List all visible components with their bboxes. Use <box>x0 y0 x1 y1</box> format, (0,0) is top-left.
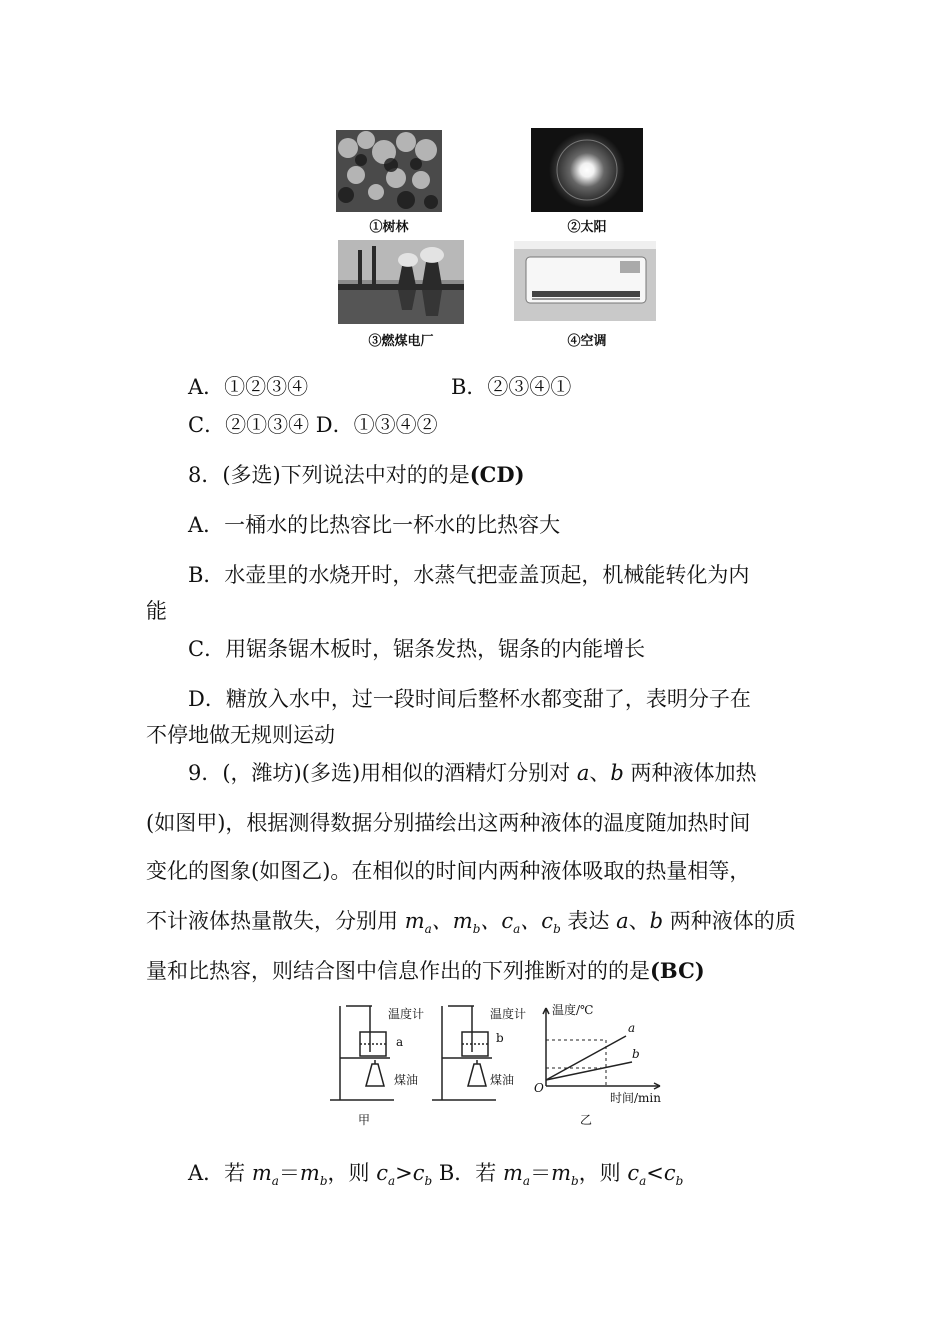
q8-option-d-line2: 不停地做无规则运动 <box>146 723 335 747</box>
q8-option-c: C．用锯条锯木板时，锯条发热，锯条的内能增长 <box>188 637 646 661</box>
q9-options-ab: A．若 $m_a=m_b$，则 $c_a>c_b$ B．若 $m_a=m_b$，则 $c_a<c_b$ <box>188 1161 684 1189</box>
q7-option-d: D．①③④② <box>315 413 438 437</box>
q9-line1-sep: 、 <box>589 761 611 785</box>
photo-sun <box>531 128 643 212</box>
q8-option-d-line1: D．糖放入水中，过一段时间后整杯水都变甜了，表明分子在 <box>188 687 751 711</box>
fig-jia-label: 甲 <box>358 1113 371 1127</box>
q9-option-b-ma: $m_a$ <box>503 1161 531 1189</box>
photo-air-conditioner <box>514 241 656 321</box>
q9-line1-end: 两种液体加热 <box>623 761 757 785</box>
q9-symbols: $m_a$、$m_b$、$c_a$、$c_b$ <box>404 909 561 937</box>
q7-option-a: A．①②③④ <box>188 375 309 399</box>
q9-line5 <box>146 956 705 986</box>
liquid-b-label: b <box>496 1031 504 1045</box>
q9-option-a-prefix: A．若 <box>188 1161 252 1185</box>
caption-forest: ①树林 <box>369 220 409 235</box>
q8-option-b-line2: 能 <box>146 599 167 623</box>
q9-option-b-mb: $m_b$ <box>551 1161 579 1189</box>
graph-line-a-label: a <box>628 1021 636 1035</box>
q9-line4: 不计液体热量散失，分别用 $m_a$、$m_b$、$c_a$、$c_b$ 表达 a、b 两种液体的质 <box>146 909 796 937</box>
q9-line1 <box>188 758 756 788</box>
q9-option-a-mb: $m_b$ <box>299 1161 328 1189</box>
fig-yi-label: 乙 <box>580 1113 593 1127</box>
q9-line4-end: 两种液体的质 <box>663 909 796 933</box>
q9-figure <box>326 1000 676 1135</box>
q9-line3: 变化的图象(如图乙)。在相似的时间内两种液体吸取的热量相等， <box>146 859 751 883</box>
graph-x-axis-label: 时间/min <box>610 1091 661 1105</box>
q8-option-b-line1: B．水壶里的水烧开时，水蒸气把壶盖顶起，机械能转化为内 <box>188 563 750 587</box>
q9-ab-b: b <box>649 909 664 933</box>
q9-option-a-ca: $c_a$ <box>376 1161 396 1189</box>
q9-line4-mid: 表达 <box>560 909 617 933</box>
q9-option-b-ca: $c_a$ <box>627 1161 647 1189</box>
q8-stem-text: 8．(多选)下列说法中对的的是 <box>188 463 470 487</box>
caption-power-plant: ③燃煤电厂 <box>368 334 434 349</box>
liquid-a-label: a <box>396 1035 404 1049</box>
graph-origin: O <box>534 1081 544 1095</box>
q9-option-a-math: $m_a$ <box>251 1161 279 1189</box>
caption-air-conditioner: ④空调 <box>567 334 607 349</box>
q9-answer: (BC) <box>650 958 705 983</box>
graph-line-b-label: b <box>632 1047 640 1061</box>
photo-power-plant <box>338 240 464 324</box>
thermometer-label-a: 温度计 <box>388 1007 425 1021</box>
q8-stem <box>188 460 525 490</box>
kerosene-label-a: 煤油 <box>394 1073 419 1087</box>
q9-line5-text: 量和比热容，则结合图中信息作出的下列推断对的的是 <box>146 959 650 983</box>
q9-var-b: b <box>610 761 624 785</box>
thermometer-label-b: 温度计 <box>490 1007 527 1021</box>
photo-forest <box>336 130 442 212</box>
q9-option-b-prefix: B．若 <box>432 1161 503 1185</box>
q9-line1-text: 9．(，潍坊)(多选)用相似的酒精灯分别对 <box>188 761 577 785</box>
q9-line2: (如图甲)，根据测得数据分别描绘出这两种液体的温度随加热时间 <box>146 811 751 835</box>
q9-option-b-cb: $c_b$ <box>663 1161 684 1189</box>
caption-sun: ②太阳 <box>567 220 607 235</box>
q8-answer: (CD) <box>469 462 525 487</box>
q7-option-c: C．②①③④ <box>188 413 310 437</box>
q9-option-a-cb: $c_b$ <box>412 1161 433 1189</box>
kerosene-label-b: 煤油 <box>490 1073 515 1087</box>
q7-options-cd <box>188 410 438 440</box>
q8-option-a: A．一桶水的比热容比一杯水的比热容大 <box>188 513 561 537</box>
q9-line4-text: 不计液体热量散失，分别用 <box>146 909 405 933</box>
graph-y-axis-label: 温度/℃ <box>552 1003 594 1017</box>
q7-option-b: B．②③④① <box>451 375 572 399</box>
q9-var-a: a <box>576 761 590 785</box>
q9-ab: a <box>616 909 629 933</box>
